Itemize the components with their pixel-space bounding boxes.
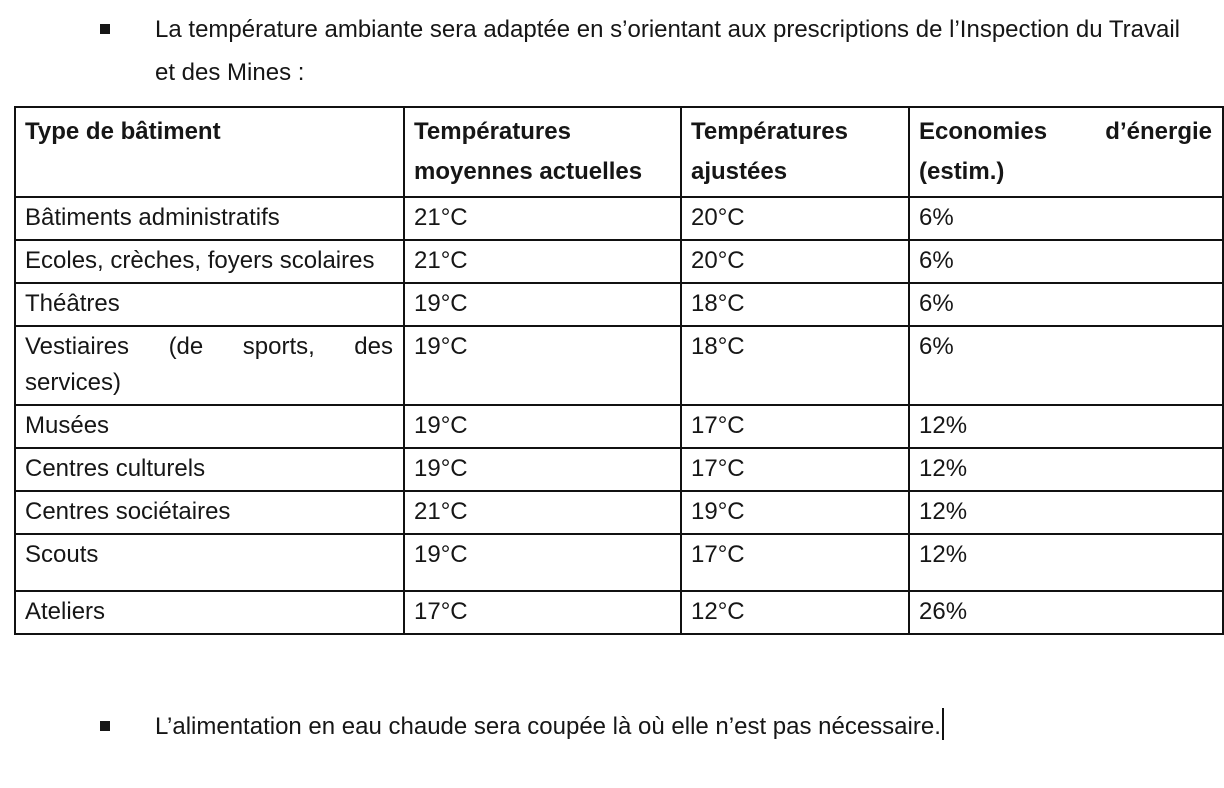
cell-current-temp: 19°C [404, 405, 681, 448]
cell-building-type: Ecoles, crèches, foyers scolaires [15, 240, 404, 283]
cell-adjusted-temp: 17°C [681, 405, 909, 448]
cell-current-temp: 19°C [404, 326, 681, 405]
cell-building-type: Centres culturels [15, 448, 404, 491]
cell-building-type: Ateliers [15, 591, 404, 634]
cell-adjusted-temp: 12°C [681, 591, 909, 634]
cell-current-temp: 19°C [404, 448, 681, 491]
temperature-table [14, 106, 1224, 635]
table-row [15, 405, 1223, 448]
cell-energy-savings: 6% [909, 326, 1223, 405]
cell-adjusted-temp: 20°C [681, 197, 909, 240]
cell-energy-savings: 6% [909, 283, 1223, 326]
cell-current-temp: 21°C [404, 197, 681, 240]
cell-adjusted-temp: 18°C [681, 283, 909, 326]
cell-current-temp: 19°C [404, 534, 681, 591]
cell-energy-savings: 12% [909, 405, 1223, 448]
cell-adjusted-temp: 17°C [681, 534, 909, 591]
bullet-item-temperature [0, 8, 1224, 94]
table-row [15, 326, 1223, 405]
cell-building-type: Musées [15, 405, 404, 448]
cell-energy-savings: 12% [909, 448, 1223, 491]
text-cursor [942, 708, 944, 740]
table-header [15, 107, 1223, 197]
cell-energy-savings: 26% [909, 591, 1223, 634]
cell-current-temp: 19°C [404, 283, 681, 326]
header-economies-energie: Economies d’énergie (estim.) [909, 107, 1223, 197]
table-row [15, 240, 1223, 283]
cell-energy-savings: 6% [909, 240, 1223, 283]
cell-energy-savings: 6% [909, 197, 1223, 240]
header-type-de-batiment: Type de bâtiment [15, 107, 404, 197]
cell-adjusted-temp: 18°C [681, 326, 909, 405]
cell-current-temp: 21°C [404, 240, 681, 283]
cell-current-temp: 17°C [404, 591, 681, 634]
cell-current-temp: 21°C [404, 491, 681, 534]
cell-building-type: Bâtiments administratifs [15, 197, 404, 240]
bullet-text-temperature: La température ambiante sera adaptée en s’orientant aux prescriptions de l’Inspection du Travail et des Mines : [155, 16, 1180, 86]
cell-energy-savings: 12% [909, 491, 1223, 534]
cell-adjusted-temp: 17°C [681, 448, 909, 491]
table-body [15, 197, 1223, 634]
table-header-row [15, 107, 1223, 197]
cell-adjusted-temp: 20°C [681, 240, 909, 283]
table-row [15, 197, 1223, 240]
cell-adjusted-temp: 19°C [681, 491, 909, 534]
header-temperatures-actuelles: Températures moyennes actuelles [404, 107, 681, 197]
cell-building-type: Scouts [15, 534, 404, 591]
bullet-square-icon [100, 721, 110, 731]
cell-energy-savings: 12% [909, 534, 1223, 591]
bullet-item-eau-chaude [0, 705, 1224, 748]
table-row [15, 283, 1223, 326]
table-row [15, 491, 1223, 534]
cell-building-type: Centres sociétaires [15, 491, 404, 534]
table-row [15, 591, 1223, 634]
bullet-text-eau-chaude: L’alimentation en eau chaude sera coupée là où elle n’est pas nécessaire. [155, 713, 941, 740]
table-row [15, 448, 1223, 491]
header-temperatures-ajustees: Températures ajustées [681, 107, 909, 197]
cell-building-type: Vestiaires (de sports, des services) [15, 326, 404, 405]
cell-building-type: Théâtres [15, 283, 404, 326]
bullet-square-icon [100, 24, 110, 34]
table-row [15, 534, 1223, 591]
